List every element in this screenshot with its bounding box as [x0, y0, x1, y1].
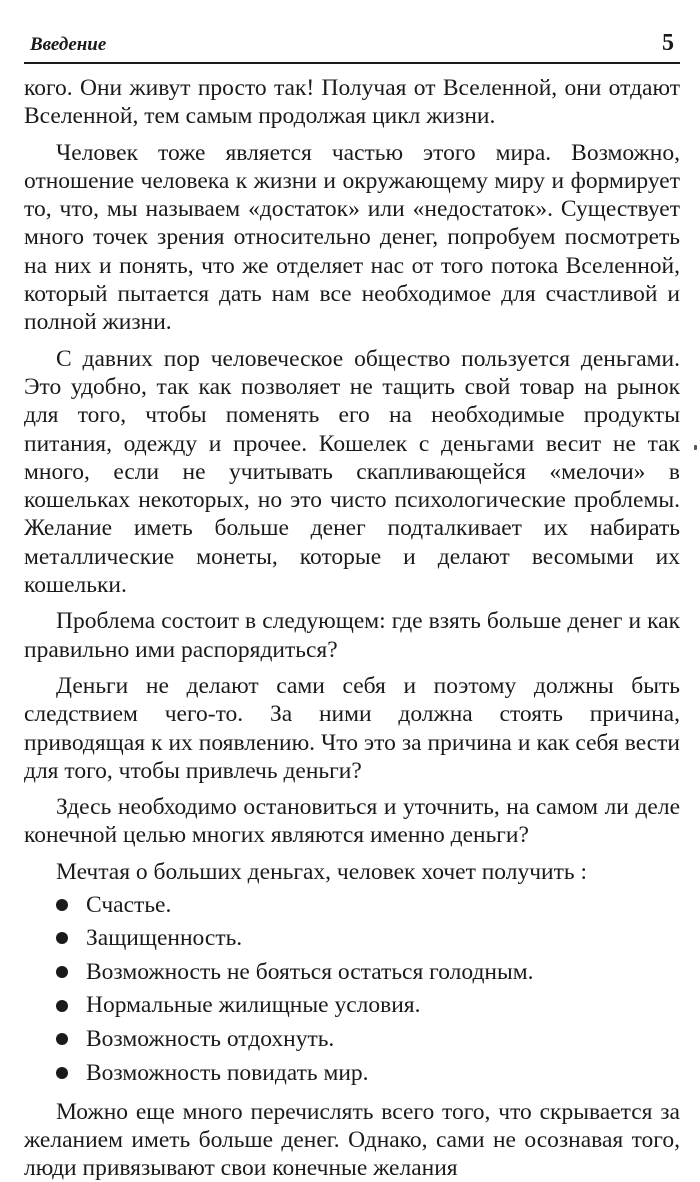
bullet-icon: [56, 966, 68, 978]
paragraph: кого. Они живут просто так! Получая от Вселенной, они отдают Вселенной, тем самым продолжая цикл жизни.: [24, 75, 680, 130]
list-item: [24, 1056, 680, 1090]
body-text: [24, 64, 680, 1182]
list-item-text: Счастье.: [86, 891, 172, 918]
section-title: Введение: [30, 34, 107, 55]
running-header: [24, 22, 680, 64]
list-item-text: Защищенность.: [86, 925, 243, 952]
list-item-text: Возможность отдохнуть.: [86, 1026, 335, 1053]
paragraph: Проблема состоит в следующем: где взять больше денег и как правильно ими распорядиться?: [24, 608, 680, 663]
list-item-text: Возможность повидать мир.: [86, 1059, 369, 1086]
book-page: [24, 22, 680, 1182]
bullet-icon: [56, 932, 68, 944]
list-intro-paragraph: Мечтая о больших деньгах, человек хочет получить :: [56, 858, 588, 885]
list-item: [24, 922, 680, 956]
bullet-icon: [56, 899, 68, 911]
bullet-icon: [56, 1067, 68, 1079]
bullet-list: [24, 888, 680, 1090]
list-item: [24, 888, 680, 922]
paragraph: С давних пор человеческое общество пользуется деньгами. Это удобно, так как позволяет не тащить свой товар на рынок для того, чтобы поменять его на необходимые продукты питания, одежду и прочее. Кошелек с деньгами весит не так много, если не учитывать скапливающейся «мелочи» в кошельках некоторых, но это чисто психологические проблемы. Желание иметь больше денег подталкивает их набирать металлические монеты, которые и делают весомыми их кошельки.: [24, 345, 680, 599]
page-number: 5: [662, 30, 674, 56]
list-item: [24, 1022, 680, 1056]
list-item: [24, 989, 680, 1023]
paragraph: Здесь необходимо остановиться и уточнить, на самом ли деле конечной целью многих являются именно деньги?: [24, 794, 680, 849]
paragraph: Деньги не делают сами себя и поэтому должны быть следствием чего-то. За ними должна стоять причина, приводящая к их появлению. Что это за причина и как себя вести для того, чтобы привлечь деньги?: [24, 672, 680, 784]
list-item-text: Нормальные жилищные условия.: [86, 992, 421, 1019]
paragraph: Можно еще много перечислять всего того, что скрывается за желанием иметь больше денег. Однако, сами не осознавая того, люди привязывают свои конечные желания: [24, 1098, 680, 1182]
paragraph: Человек тоже является частью этого мира. Возможно, отношение человека к жизни и окружающему миру и формирует то, что, мы называем «достаток» или «недостаток». Существует много точек зрения относительно денег, попробуем посмотреть на них и понять, что же отделяет нас от того потока Вселенной, который пытается дать нам все необходимое для счастливой и полной жизни.: [24, 139, 680, 336]
list-item: [24, 955, 680, 989]
list-item-text: Возможность не бояться остаться голодным.: [86, 958, 534, 985]
bullet-icon: [56, 1033, 68, 1045]
bullet-icon: [56, 1000, 68, 1012]
scan-speck: [694, 445, 697, 450]
